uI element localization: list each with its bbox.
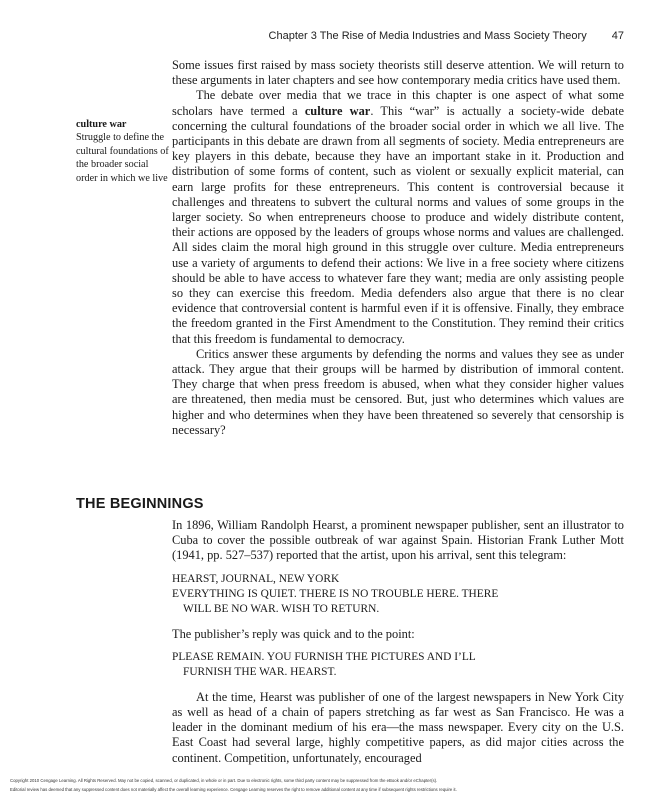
paragraph-text: The debate over media that we trace in this chapter is one aspect of what some scholars have termed a xyxy=(172,88,624,118)
paragraph-culture-war xyxy=(172,88,624,346)
paragraph: The publisher’s reply was quick and to the point: xyxy=(172,626,415,641)
running-header xyxy=(269,30,624,42)
paragraph: Some issues first raised by mass society theorists still deserve attention. We will return to these arguments in later chapters and see how contemporary media critics have used them. xyxy=(172,58,624,88)
telegram-line: HEARST, JOURNAL, NEW YORK xyxy=(172,572,340,585)
section-heading: THE BEGINNINGS xyxy=(76,496,204,512)
telegram-line: PLEASE REMAIN. YOU FURNISH THE PICTURES AND I’LL xyxy=(172,650,476,663)
key-term: culture war xyxy=(304,103,371,118)
paragraph: In 1896, William Randolph Hearst, a prominent newspaper publisher, sent an illustrator to Cuba to cover the possible outbreak of war against Spain. Historian Frank Luther Mott (1941, pp. 527–537) reported that the artist, upon his arrival, sent this telegram: xyxy=(172,518,624,563)
copyright-notice: Copyright 2010 Cengage Learning. All Rights Reserved. May not be copied, scanned, or duplicated, in whole or in part. Due to electronic rights, some third party content may be suppressed from the eBook and/or eChapter(s). xyxy=(10,778,438,783)
telegram-line: FURNISH THE WAR. HEARST. xyxy=(183,665,337,678)
page-number: 47 xyxy=(611,30,624,42)
glossary-term: culture war xyxy=(76,119,127,130)
glossary-definition: Struggle to define the cultural foundations of the broader social order in which we live xyxy=(76,132,169,184)
margin-glossary xyxy=(76,118,170,185)
chapter-title: Chapter 3 The Rise of Media Industries and Mass Society Theory xyxy=(268,30,587,42)
telegram-reply-quote xyxy=(172,650,624,680)
telegram-line: EVERYTHING IS QUIET. THERE IS NO TROUBLE HERE. THERE xyxy=(172,587,499,600)
paragraph: At the time, Hearst was publisher of one of the largest newspapers in New York City as well as head of a chain of papers stretching as far west as San Francisco. He was a leader in the dominant medium of his era—the mass newspaper. Every city on the U.S. East Coast had several large, highly competitive papers, as did major cities across the continent. Competition, unfortunately, encouraged xyxy=(172,689,624,765)
paragraph-text: . This “war” is actually a society-wide debate concerning the cultural foundations of the broader social order in which we all live. The participants in this debate are drawn from all segments of society. Media entrepreneurs are key players in this debate, because they have an important stake in it. Production and distribution of some forms of content, such as violent or sexually explicit material, can earn large profits for these entrepreneurs. This content is controversial because it challenges and threatens to subvert the cultural norms and values of some groups in the larger society. So when entrepreneurs choose to produce and widely distribute content, their actions are opposed by the leaders of groups whose norms and values are challenged. All sides claim the moral high ground in this struggle over culture. Media entrepreneurs use a variety of arguments to defend their actions: We live in a free society where citizens should be able to have access to whatever fare they want; media are only assisting people so they can exercise this freedom. Media defenders also argue that there is no clear evidence that controversial content is harmful even if it is offensive. Finally, they embrace the freedom granted in the First Amendment to the Constitution. They remind their critics that this freedom is fundamental to democracy. xyxy=(172,103,624,346)
body-text-top xyxy=(172,58,624,438)
editorial-notice: Editorial review has deemed that any suppressed content does not materially affect the overall learning experience. Cengage Learning reserves the right to remove additional content at any time if subsequent rights restrictions require it. xyxy=(10,787,457,792)
body-text-section xyxy=(172,518,624,766)
paragraph: Critics answer these arguments by defending the norms and values they see as under attack. They argue that their groups will be harmed by distribution of immoral content. They charge that when press freedom is abused, when what they consider higher values are threatened, then media must be censored. But, just who determines which values are higher and who determines when they have been threatened so severely that censorship is necessary? xyxy=(172,346,624,437)
telegram-line: WILL BE NO WAR. WISH TO RETURN. xyxy=(183,602,380,615)
telegram-quote xyxy=(172,572,624,617)
